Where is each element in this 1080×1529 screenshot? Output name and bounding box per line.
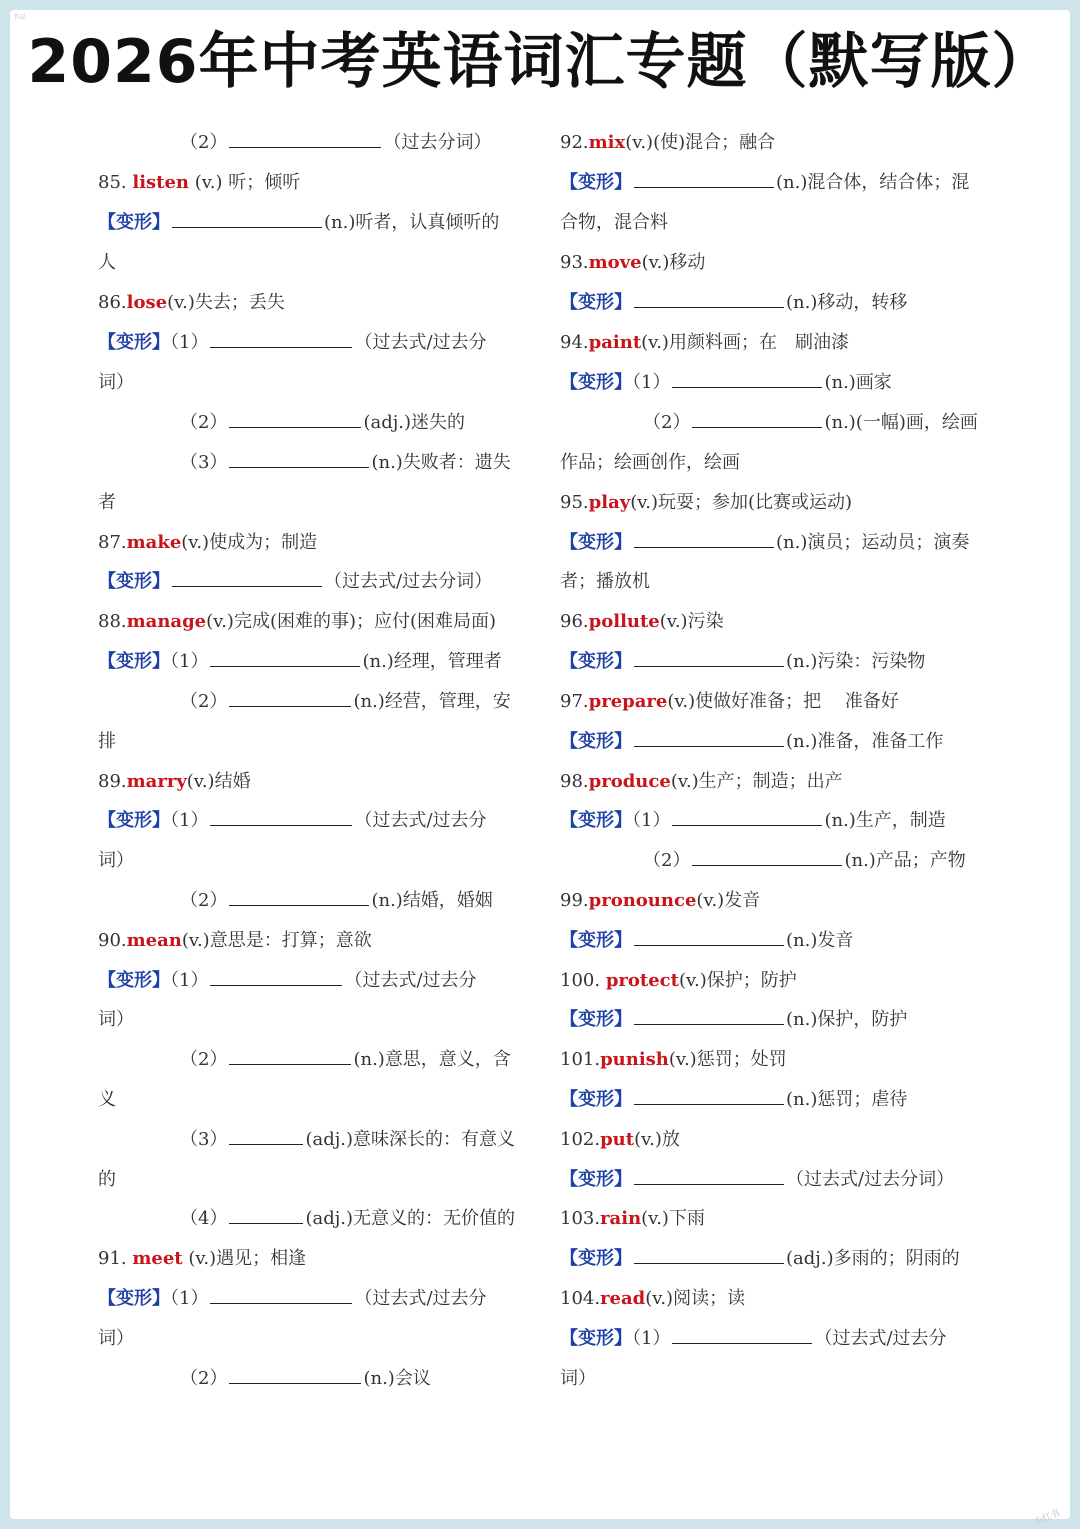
answer-blank[interactable]: [210, 811, 352, 826]
entry-95: 95.play(v.)玩耍；参加(比赛或运动): [560, 492, 853, 513]
answer-blank[interactable]: [210, 333, 352, 348]
line: （3） (n.)失败者：遗失: [180, 452, 511, 473]
answer-blank[interactable]: [634, 652, 784, 667]
line: （2） (n.)(一幅)画，绘画: [643, 412, 978, 433]
variant-line: 【变形】（1） (n.)生产，制造: [560, 810, 946, 831]
line: 合物，混合料: [560, 212, 668, 233]
variant-line: 【变形】 (n.)演员；运动员；演奏: [560, 532, 970, 553]
headword: manage: [126, 611, 207, 632]
line: 词）: [98, 850, 134, 871]
entry-88: 88.manage(v.)完成(困难的事)；应付(困难局面): [98, 611, 497, 632]
variant-tag: 【变形】: [560, 1248, 632, 1269]
answer-blank[interactable]: [210, 652, 360, 667]
variant-tag: 【变形】: [560, 372, 632, 393]
watermark: 小红书: [1032, 1508, 1062, 1528]
line: （2） (n.)产品；产物: [643, 850, 966, 871]
line: 作品；绘画创作，绘画: [560, 452, 740, 473]
answer-blank[interactable]: [229, 133, 381, 148]
entry-96: 96.pollute(v.)污染: [560, 611, 724, 632]
variant-tag: 【变形】: [560, 651, 632, 672]
answer-blank[interactable]: [634, 1010, 784, 1025]
line: （2） (n.)经营，管理，安: [180, 691, 511, 712]
variant-line: 【变形】 (n.)移动，转移: [560, 292, 908, 313]
variant-tag: 【变形】: [98, 571, 170, 592]
page-title: 2026年中考英语词汇专题（默写版）: [27, 27, 1053, 97]
variant-tag: 【变形】: [98, 332, 170, 353]
variant-line: 【变形】 (n.)保护，防护: [560, 1009, 908, 1030]
answer-blank[interactable]: [229, 1050, 351, 1065]
headword: marry: [126, 771, 187, 792]
entry-103: 103.rain(v.)下雨: [560, 1208, 705, 1229]
answer-blank[interactable]: [672, 373, 822, 388]
answer-blank[interactable]: [229, 413, 361, 428]
line: 词）: [98, 1328, 134, 1349]
headword: paint: [588, 332, 642, 353]
headword: make: [126, 532, 182, 553]
headword: read: [600, 1288, 646, 1309]
line: （2） (n.)结婚，婚姻: [180, 890, 493, 911]
variant-line: 【变形】 (n.)听者，认真倾听的: [98, 212, 500, 233]
entry-101: 101.punish(v.)惩罚；处罚: [560, 1049, 787, 1070]
answer-blank[interactable]: [672, 811, 822, 826]
entry-91: 91. meet (v.)遇见；相逢: [98, 1248, 307, 1269]
variant-line: 【变形】（1） （过去式/过去分: [98, 970, 477, 991]
variant-line: 【变形】 （过去式/过去分词）: [560, 1169, 955, 1190]
variant-line: 【变形】 (adj.)多雨的；阴雨的: [560, 1248, 960, 1269]
entry-85: 85. listen (v.) 听；倾听: [98, 172, 301, 193]
variant-tag: 【变形】: [560, 1009, 632, 1030]
answer-blank[interactable]: [634, 293, 784, 308]
headword: protect: [605, 970, 679, 991]
line: 人: [98, 252, 116, 273]
variant-tag: 【变形】: [560, 731, 632, 752]
variant-tag: 【变形】: [560, 1169, 632, 1190]
entry-97: 97.prepare(v.)使做好准备；把 准备好: [560, 691, 899, 712]
headword: punish: [600, 1049, 669, 1070]
answer-blank[interactable]: [210, 971, 342, 986]
entry-92: 92.mix(v.)(使)混合；融合: [560, 132, 776, 153]
answer-blank[interactable]: [229, 453, 369, 468]
entry-98: 98.produce(v.)生产；制造；出产: [560, 771, 843, 792]
answer-blank[interactable]: [634, 732, 784, 747]
answer-blank[interactable]: [172, 572, 322, 587]
line: 词）: [98, 1009, 134, 1030]
line: 义: [98, 1089, 116, 1110]
line: （2） (adj.)迷失的: [180, 412, 466, 433]
variant-tag: 【变形】: [560, 810, 632, 831]
answer-blank[interactable]: [229, 692, 351, 707]
answer-blank[interactable]: [229, 1209, 303, 1224]
variant-tag: 【变形】: [98, 810, 170, 831]
answer-blank[interactable]: [672, 1329, 812, 1344]
line: （4） (adj.)无意义的：无价值的: [180, 1208, 516, 1229]
entry-99: 99.pronounce(v.)发音: [560, 890, 761, 911]
variant-line: 【变形】（1） （过去式/过去分: [98, 1288, 487, 1309]
headword: meet: [132, 1248, 183, 1269]
line: 者: [98, 492, 116, 513]
headword: put: [600, 1129, 635, 1150]
entry-104: 104.read(v.)阅读；读: [560, 1288, 746, 1309]
answer-blank[interactable]: [634, 1249, 784, 1264]
entry-89: 89.marry(v.)结婚: [98, 771, 251, 792]
entry-100: 100. protect(v.)保护；防护: [560, 970, 797, 991]
headword: lose: [126, 292, 168, 313]
variant-tag: 【变形】: [98, 651, 170, 672]
variant-tag: 【变形】: [560, 172, 632, 193]
headword: move: [588, 252, 642, 273]
line: （2） (n.)意思，意义，含: [180, 1049, 511, 1070]
variant-tag: 【变形】: [560, 1089, 632, 1110]
variant-line: 【变形】（1） (n.)画家: [560, 372, 892, 393]
line: 词）: [560, 1368, 596, 1389]
headword: play: [588, 492, 631, 513]
variant-tag: 【变形】: [560, 292, 632, 313]
line: 排: [98, 731, 116, 752]
line: 词）: [98, 372, 134, 393]
entry-102: 102.put(v.)放: [560, 1129, 680, 1150]
variant-line: 【变形】（1） （过去式/过去分: [560, 1328, 947, 1349]
variant-line: 【变形】 (n.)准备，准备工作: [560, 731, 944, 752]
variant-tag: 【变形】: [98, 212, 170, 233]
variant-tag: 【变形】: [98, 970, 170, 991]
headword: pronounce: [588, 890, 697, 911]
answer-blank[interactable]: [172, 213, 322, 228]
answer-blank[interactable]: [692, 851, 842, 866]
line: （2） （过去分词）: [180, 132, 492, 153]
answer-blank[interactable]: [634, 931, 784, 946]
variant-line: 【变形】 (n.)混合体，结合体；混: [560, 172, 970, 193]
headword: mean: [126, 930, 182, 951]
answer-blank[interactable]: [634, 173, 774, 188]
variant-tag: 【变形】: [560, 532, 632, 553]
variant-tag: 【变形】: [560, 930, 632, 951]
variant-line: 【变形】（1） （过去式/过去分: [98, 810, 487, 831]
entry-87: 87.make(v.)使成为；制造: [98, 532, 318, 553]
headword: pollute: [588, 611, 660, 632]
variant-line: 【变形】 (n.)发音: [560, 930, 854, 951]
headword: prepare: [588, 691, 668, 712]
answer-blank[interactable]: [229, 1130, 303, 1145]
headword: produce: [588, 771, 671, 792]
entry-93: 93.move(v.)移动: [560, 252, 706, 273]
variant-line: 【变形】 (n.)污染：污染物: [560, 651, 926, 672]
headword: rain: [600, 1208, 642, 1229]
variant-line: 【变形】（1） (n.)经理，管理者: [98, 651, 502, 672]
answer-blank[interactable]: [634, 533, 774, 548]
answer-blank[interactable]: [210, 1289, 352, 1304]
line: （3） (adj.)意味深长的：有意义: [180, 1129, 516, 1150]
entry-90: 90.mean(v.)意思是：打算；意欲: [98, 930, 372, 951]
variant-line: 【变形】 （过去式/过去分词）: [98, 571, 493, 592]
answer-blank[interactable]: [634, 1170, 784, 1185]
entry-86: 86.lose(v.)失去；丢失: [98, 292, 285, 313]
headword: listen: [132, 172, 190, 193]
answer-blank[interactable]: [229, 1369, 361, 1384]
variant-tag: 【变形】: [560, 1328, 632, 1349]
entry-94: 94.paint(v.)用颜料画；在 刷油漆: [560, 332, 849, 353]
variant-line: 【变形】 (n.)惩罚；虐待: [560, 1089, 908, 1110]
line: 者；播放机: [560, 571, 650, 592]
line: （2） (n.)会议: [180, 1368, 431, 1389]
variant-line: 【变形】（1） （过去式/过去分: [98, 332, 487, 353]
answer-blank[interactable]: [634, 1090, 784, 1105]
headword: mix: [588, 132, 626, 153]
variant-tag: 【变形】: [98, 1288, 170, 1309]
corner-mark: 作品: [14, 14, 27, 21]
line: 的: [98, 1169, 116, 1190]
answer-blank[interactable]: [692, 413, 822, 428]
answer-blank[interactable]: [229, 891, 369, 906]
